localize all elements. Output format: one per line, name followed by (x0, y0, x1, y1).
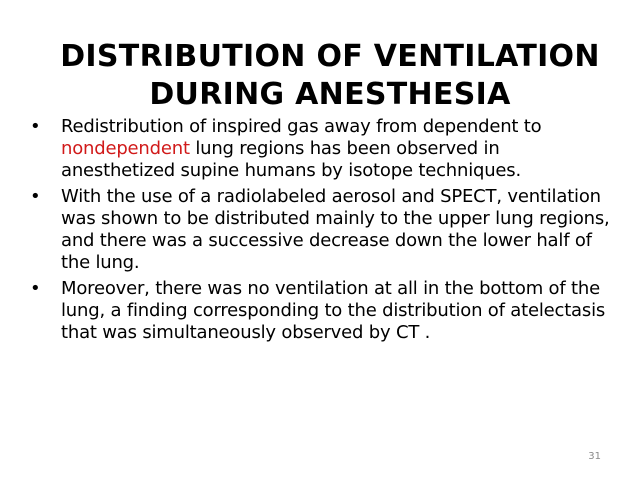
bullet-2-text: With the use of a radiolabeled aerosol and SPECT, ventilation was shown to be distributed mainly to the upper lung regions, and there was a successive decrease down the lower half of the lung. (61, 186, 610, 273)
bullet-item-1 (30, 116, 610, 182)
page-number: 31 (588, 451, 601, 462)
bullet-3-text: Moreover, there was no ventilation at all in the bottom of the lung, a finding corresponding to the distribution of atelectasis that was simultaneously observed by CT . (61, 278, 606, 343)
slide-title (40, 38, 620, 114)
bullet-list (30, 116, 610, 348)
bullet-1-text-before: Redistribution of inspired gas away from dependent to (61, 116, 542, 137)
bullet-item-2 (30, 186, 610, 274)
bullet-marker: • (30, 116, 41, 137)
bullet-marker: • (30, 278, 41, 299)
bullet-item-3 (30, 278, 610, 344)
bullet-1-highlight-term: nondependent (61, 138, 190, 159)
slide-title-line-2: DURING ANESTHESIA (149, 77, 511, 113)
bullet-marker: • (30, 186, 41, 207)
slide-title-line-1: DISTRIBUTION OF VENTILATION (60, 39, 600, 75)
bullet-1-text-after: lung regions has been observed in anesthetized supine humans by isotope techniques. (61, 138, 522, 181)
